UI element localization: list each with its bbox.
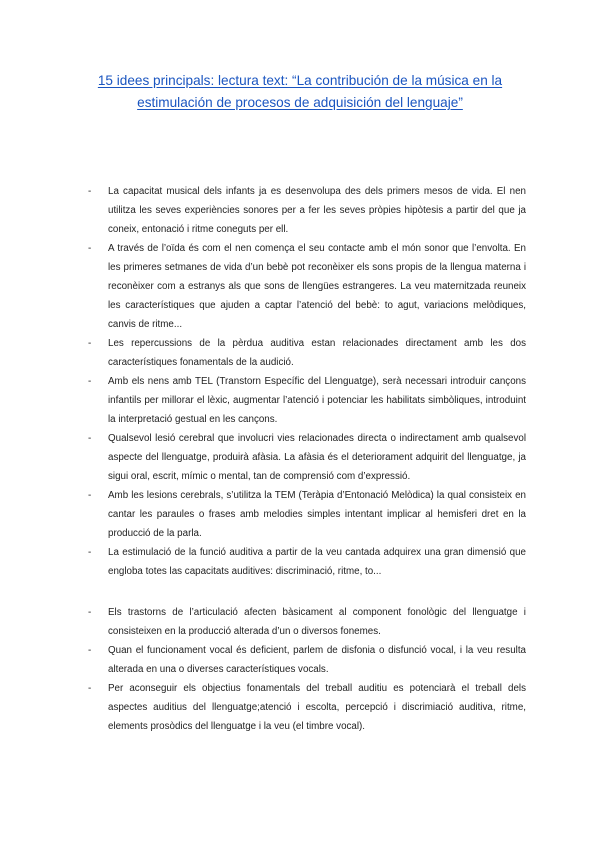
list-item (84, 429, 526, 486)
bullet-dash: - (88, 490, 92, 501)
bullet-dash: - (88, 607, 92, 618)
bullet-dash: - (88, 645, 92, 656)
list-item (84, 372, 526, 429)
list-item-text: A través de l’oïda és com el nen comença el seu contacte amb el món sonor que l’envolta. En les primeres setmanes de vida d’un bebè pot reconèixer els sons propis de la llengua materna i reconèixer com a estranys als que sons de llengües estrangeres. La veu maternitzada reuneix les característiques que ajuden a captar l’atenció del bebè: to agut, variacions melòdiques, canvis de ritme... (108, 243, 526, 330)
list-item (84, 239, 526, 334)
bullet-dash: - (88, 376, 92, 387)
bullet-dash: - (88, 186, 92, 197)
bullet-dash: - (88, 243, 92, 254)
list-item-text: Els trastorns de l’articulació afecten bàsicament al component fonològic del llenguatge i consisteixen en la producció alterada d’un o diversos fonemes. (108, 607, 526, 637)
list-item-text: Amb les lesions cerebrals, s’utilitza la TEM (Teràpia d’Entonació Melòdica) la qual consisteix en cantar les paraules o frases amb melodies simples intentant implicar al hemisferi dret en la producció de la parla. (108, 490, 526, 539)
bullet-dash: - (88, 338, 92, 349)
list-item (84, 603, 526, 641)
list-item (84, 679, 526, 736)
list-item-text: Per aconseguir els objectius fonamentals del treball auditiu es potenciarà el treball dels aspectes auditius del llenguatge;atenció i escolta, percepció i discrimiació auditiva, ritme, elements prosòdics del llenguatge i la veu (el timbre vocal). (108, 683, 526, 732)
list-item-text: Amb els nens amb TEL (Transtorn Específic del Llenguatge), serà necessari introduir cançons infantils per millorar el lèxic, augmentar l’atenció i potenciar les habilitats simbòliques, introduint la interpretació gestual en les cançons. (108, 376, 526, 425)
list-item-text: La capacitat musical dels infants ja es desenvolupa des dels primers mesos de vida. El nen utilitza les seves experiències sonores per a fer les seves pròpies hipòtesis a partir del que ja coneix, entonació i ritme coneguts per ell. (108, 186, 526, 235)
list-item-text: Qualsevol lesió cerebral que involucri vies relacionades directa o indirectament amb qualsevol aspecte del llenguatge, produirà afàsia. La afàsia és el deteriorament adquirit del llenguatge, ja sigui oral, escrit, mímic o mental, tan de comprensió com d’expressió. (108, 433, 526, 482)
document-title: 15 idees principals: lectura text: “La contribución de la música en la estimulación de procesos de adquisición del lenguaje” (97, 73, 503, 110)
list-item-text: La estimulació de la funció auditiva a partir de la veu cantada adquirex una gran dimensió que engloba totes las capacitats auditives: discriminació, ritme, to... (108, 547, 526, 577)
list-item (84, 641, 526, 679)
bullet-dash: - (88, 433, 92, 444)
ideas-list (84, 182, 526, 736)
list-item (84, 543, 526, 581)
list-item-text: Quan el funcionament vocal és deficient, parlem de disfonia o disfunció vocal, i la veu resulta alterada en una o diverses característiques vocals. (108, 645, 526, 675)
list-item (84, 334, 526, 372)
list-item (84, 486, 526, 543)
bullet-dash: - (88, 683, 92, 694)
list-item-text: Les repercussions de la pèrdua auditiva estan relacionades directament amb les dos característiques fonamentals de la audició. (108, 338, 526, 368)
bullet-dash: - (88, 547, 92, 558)
list-item (84, 182, 526, 239)
